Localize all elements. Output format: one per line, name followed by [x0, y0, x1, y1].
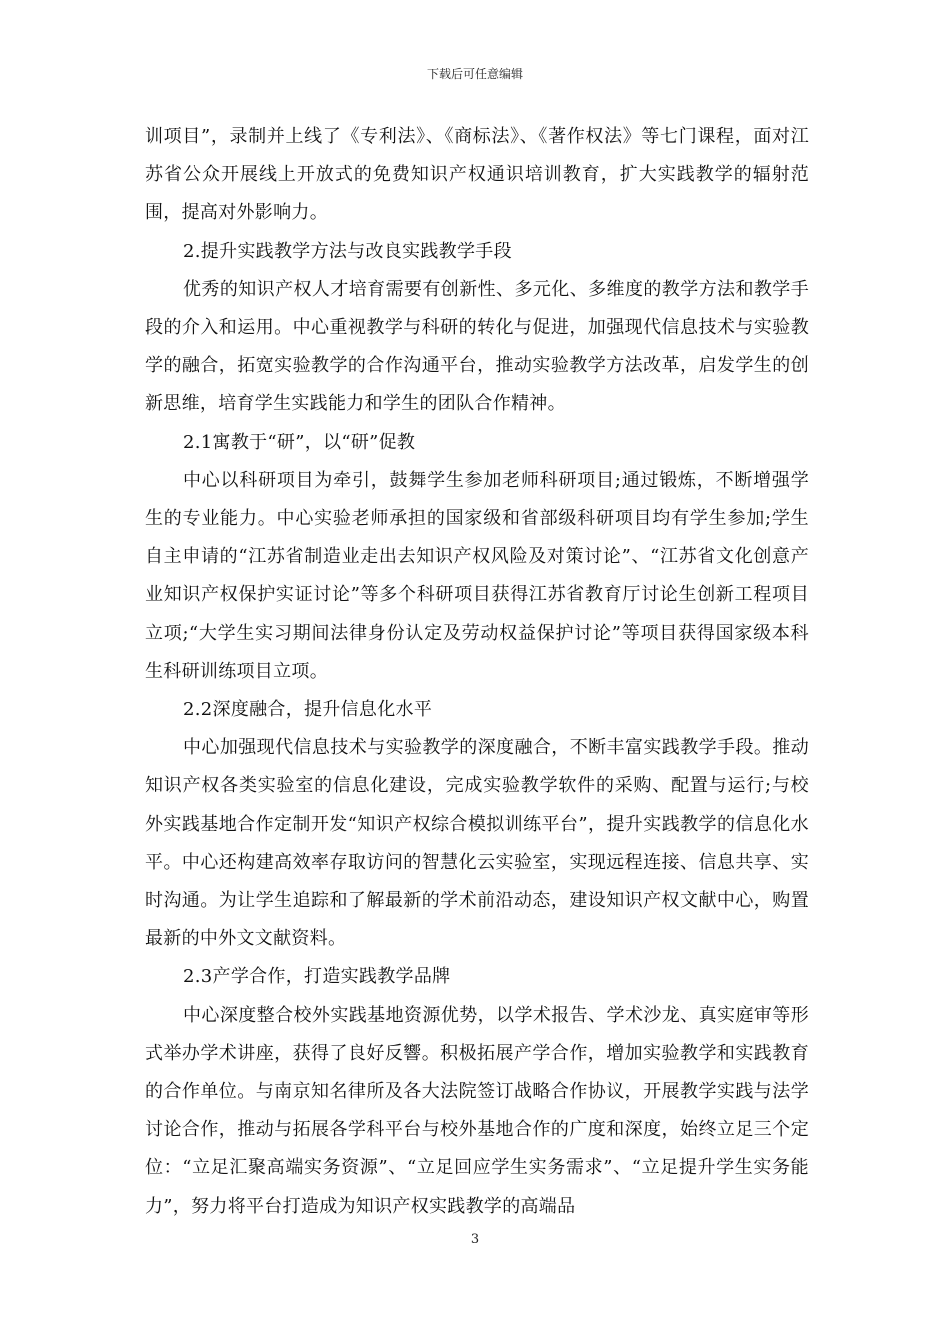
subsection-heading-2-2: 2.2深度融合，提升信息化水平 — [183, 699, 433, 721]
paragraph-industry-cooperation: 中心深度整合校外实践基地资源优势，以学术报告、学术沙龙、真实庭审等形式举办学术讲座，获得了良好反響。积极拓展产学合作，增加实验教学和实践教育的合作单位。与南京知名律所及各大法院签订战略合作协议，开展教学实践与法学讨论合作，推动与拓展各学科平台与校外基地合作的广度和深度，始终立足三个定位：“立足汇聚高端实务资源”、“立足回应学生实务需求”、“立足提升学生实务能力”，努力将平台打造成为知识产权实践教学的高端品 — [145, 1004, 809, 1217]
subsection-heading-2-1: 2.1寓教于“研”，以“研”促教 — [183, 431, 416, 453]
page-header: 下载后可任意编辑 — [426, 67, 523, 81]
paragraph-research-projects: 中心以科研项目为牵引，鼓舞学生参加老师科研项目;通过锻炼，不断增强学生的专业能力。中心实验老师承担的国家级和省部级科研项目均有学生参加;学生自主申请的“江苏省制造业走出去知识产权风险及对策讨论”、“江苏省文化创意产业知识产权保护实证讨论”等多个科研项目获得江苏省教育厅讨论生创新工程项目立项;“大学生实习期间法律身份认定及劳动权益保护讨论”等项目获得国家级本科生科研训练项目立项。 — [145, 469, 809, 682]
document-body — [145, 118, 809, 1226]
paragraph-teaching-methods: 优秀的知识产权人才培育需要有创新性、多元化、多维度的教学方法和教学手段的介入和运用。中心重视教学与科研的转化与促进，加强现代信息技术与实验教学的融合，拓宽实验教学的合作沟通平台，推动实验教学方法改革，启发学生的创新思维，培育学生实践能力和学生的团队合作精神。 — [145, 278, 809, 415]
page-number: 3 — [470, 1232, 480, 1247]
section-heading-2: 2.提升实践教学方法与改良实践教学手段 — [183, 240, 512, 262]
paragraph-continued: 训项目”，录制并上线了《专利法》、《商标法》、《著作权法》等七门课程，面对江苏省公众开展线上开放式的免费知识产权通识培训教育，扩大实践教学的辐射范围，提高对外影响力。 — [145, 126, 809, 224]
subsection-heading-2-3: 2.3产学合作，打造实践教学品牌 — [183, 966, 451, 988]
paragraph-informatization: 中心加强现代信息技术与实验教学的深度融合，不断丰富实践教学手段。推动知识产权各类实验室的信息化建设，完成实验教学软件的采购、配置与运行;与校外实践基地合作定制开发“知识产权综合模拟训练平台”，提升实践教学的信息化水平。中心还构建高效率存取访问的智慧化云实验室，实现远程连接、信息共享、实时沟通。为让学生追踪和了解最新的学术前沿动态，建设知识产权文献中心，购置最新的中外文文献资料。 — [145, 737, 809, 950]
